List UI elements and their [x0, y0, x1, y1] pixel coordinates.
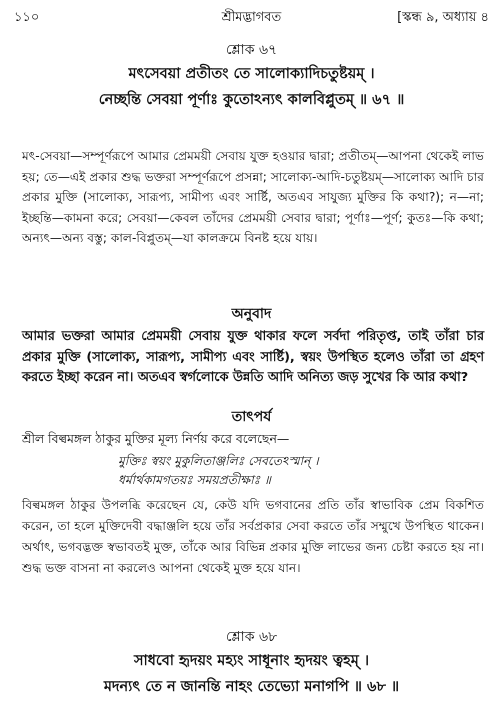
- purport-paragraph: বিল্বমঙ্গল ঠাকুর উপলব্ধি করেছেন যে, কেউ যদি ভগবানের প্রতি তাঁর স্বাভাবিক প্রেম বিকশিত করেন, তা হলে মুক্তিদেবী বদ্ধাঞ্জলি হয়ে তাঁর সর্বপ্রকার সেবা করতে তাঁর সম্মুখে উপস্থিত থাকেন। অর্থাৎ, ভগবদ্ভক্ত স্বভাবতই মুক্ত, তাঁকে আর বিভিন্ন প্রকার মুক্তি লাভের জন্য চেষ্টা করতে হয় না। শুদ্ধ ভক্ত বাসনা না করলেও আপনা থেকেই মুক্ত হয়ে যান।: [22, 498, 484, 575]
- verse-68-heading: শ্লোক ৬৮: [225, 629, 278, 645]
- verse-68-line-1: সাধবো হৃদয়ং মহ্যং সাধূনাং হৃদয়ং ত্বহম্ ।: [133, 653, 370, 669]
- page-number: ১১০: [14, 10, 40, 25]
- verse-67-line-2: নেচ্ছন্তি সেবয়া পূর্ণাঃ কুতোঽন্যৎ কালবিপ্লুতম্ ॥ ৬৭ ॥: [98, 92, 405, 108]
- purport-heading: তাৎপর্য: [231, 409, 272, 425]
- verse-68-line-2: মদন্যৎ তে ন জানন্তি নাহং তেভ্যো মনাগপি ॥ ৬৮ ॥: [103, 679, 400, 695]
- synonyms-paragraph: মৎ-সেবয়া—সম্পূর্ণরূপে আমার প্রেমময়ী সেবায় যুক্ত হওয়ার দ্বারা; প্রতীতম্—আপনা থেকেই লাভ হয়; তে—এই প্রকার শুদ্ধ ভক্তরা সম্পূর্ণরূপে প্রসন্না; সালোক্য-আদি-চতুষ্টয়ম্—সালোক্য আদি চার প্রকার মুক্তি (সালোক্য, সারূপ্য, সামীপ্য এবং সার্ষ্টি, অতএব সাযুজ্য মুক্তির কি কথা?); ন—না; ইচ্ছন্তি—কামনা করে; সেবয়া—কেবল তাঁদের প্রেমময়ী সেবার দ্বারা; পূর্ণাঃ—পূর্ণ; কুতঃ—কি কথা; অন্যৎ—অন্য বস্তু; কাল-বিপ্লুতম্—যা কালক্রমে বিনষ্ট হয়ে যায়।: [22, 149, 484, 246]
- purport-quote-line-1: মুক্তিঃ স্বয়ং মুকুলিতাঞ্জলিঃ সেবতেঽস্মান্ ।: [118, 454, 319, 468]
- purport-quote-line-2: ধর্মার্থকামগতয়ঃ সময়প্রতীক্ষাঃ ॥: [118, 473, 271, 487]
- book-title: শ্রীমদ্ভাগবত: [221, 10, 282, 25]
- verse-67-line-1: মৎসেবয়া প্রতীতং তে সালোক্যাদিচতুষ্টয়ম্ ।: [128, 66, 375, 82]
- verse-67-heading: শ্লোক ৬৭: [225, 42, 278, 58]
- translation-text: আমার ভক্তরা আমার প্রেমময়ী সেবায় যুক্ত থাকার ফলে সর্বদা পরিতৃপ্ত, তাই তাঁরা চার প্রকার মুক্তি (সালোক্য, সারূপ্য, সামীপ্য এবং সার্ষ্টি), স্বয়ং উপস্থিত হলেও তাঁরা তা গ্রহণ করতে ইচ্ছা করেন না। অতএব স্বর্গলোকে উন্নতি আদি অনিত্য জড় সুখের কি আর কথা?: [22, 329, 484, 385]
- chapter-reference: [স্কন্ধ ৯, অধ্যায় ৪: [397, 10, 489, 25]
- purport-intro: শ্রীল বিল্বমঙ্গল ঠাকুর মুক্তির মূল্য নির্ণয় করে বলেছেন—: [22, 431, 290, 446]
- translation-heading: অনুবাদ: [231, 306, 272, 322]
